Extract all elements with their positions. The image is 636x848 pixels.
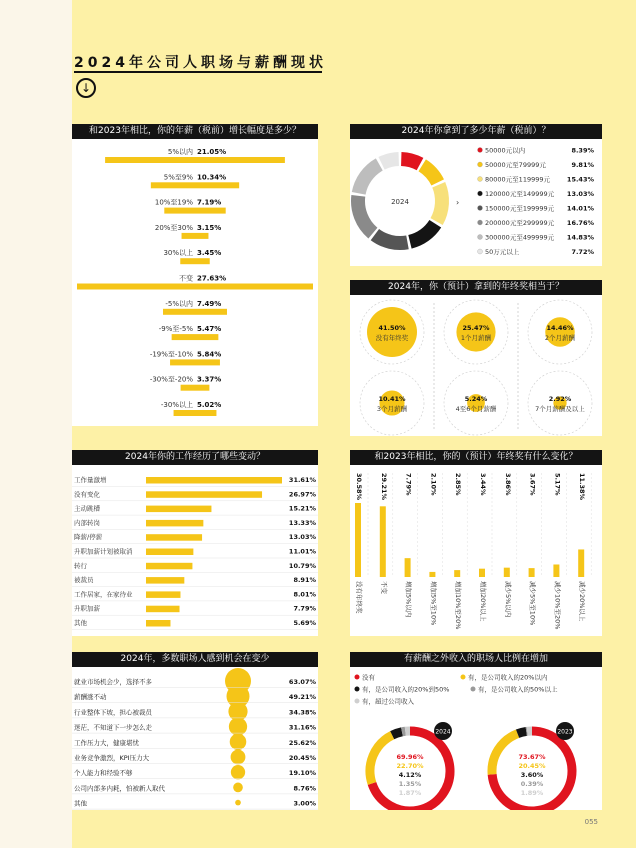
donut-slice	[402, 731, 405, 732]
category-label: 不变	[179, 274, 193, 283]
bar	[355, 503, 361, 577]
job-change-chart	[72, 465, 318, 636]
category-label: 不变	[379, 581, 388, 594]
legend-label: 300000元至499999元	[485, 233, 555, 242]
value-label: 5.17%	[553, 473, 562, 496]
donut-slice	[422, 165, 437, 182]
bar	[172, 334, 219, 340]
category-label: 减少5%至10%	[528, 581, 537, 626]
category-label: 就业市场机会少，选择不多	[74, 678, 152, 686]
bonus-months-chart	[350, 295, 602, 436]
value-label: 5.47%	[197, 325, 222, 334]
bar	[146, 491, 262, 498]
category-label: 减少5%以内	[503, 581, 512, 618]
category-label: 4至6个月薪酬	[455, 405, 497, 413]
category-label: 被裁员	[74, 576, 94, 585]
value-label: 7.79%	[293, 604, 316, 613]
bar	[553, 564, 559, 577]
value-label: 41.50%	[378, 324, 406, 332]
category-label: 工作居家，在家待业	[74, 590, 133, 599]
annual-salary-panel	[350, 124, 602, 266]
donut-slice	[370, 735, 392, 783]
category-label: 5%至9%	[163, 173, 193, 182]
bubble	[235, 800, 241, 806]
side-income-title: 有薪酬之外收入的职场人比例在增加	[350, 652, 602, 667]
legend-value: 13.03%	[566, 190, 594, 198]
category-label: 工作压力大，健康堪忧	[74, 738, 139, 747]
bubble	[456, 312, 495, 351]
value-label: 21.05%	[197, 148, 227, 156]
value-label: 10.34%	[197, 173, 227, 182]
legend-swatch	[478, 148, 483, 153]
annual-salary-title: 2024年你拿到了多少年薪（税前）？	[350, 124, 602, 139]
bonus-months-title: 2024年，你（预计）拿到的年终奖相当于？	[350, 280, 602, 295]
category-label: 个人能力和经验不够	[74, 769, 133, 778]
value-label: 2.85%	[454, 473, 463, 496]
value-label: 26.97%	[288, 490, 316, 499]
category-label: 30%以上	[163, 249, 193, 258]
donut-value-label: 1.35%	[398, 780, 422, 788]
bar	[182, 233, 209, 239]
legend-label: 没有	[362, 673, 375, 682]
value-label: 63.07%	[288, 678, 316, 686]
value-label: 3.44%	[479, 473, 487, 496]
annual-salary-chart	[350, 139, 602, 266]
donut-value-label: 4.12%	[398, 771, 422, 779]
bar	[180, 258, 209, 264]
value-label: 5.24%	[464, 395, 488, 403]
legend-swatch	[461, 675, 466, 680]
value-label: 30.58%	[355, 473, 363, 501]
bar	[405, 558, 411, 577]
category-label: 增加20%以上	[479, 581, 487, 622]
bar	[146, 563, 192, 570]
value-label: 19.10%	[288, 769, 316, 778]
donut-slice	[375, 235, 408, 243]
bubble	[231, 750, 246, 765]
legend-swatch	[478, 191, 483, 196]
donut-slice	[492, 734, 518, 775]
value-label: 10.79%	[288, 561, 316, 570]
category-label: 主动跳槽	[74, 504, 100, 513]
value-label: 13.03%	[288, 533, 316, 542]
arrow-down-icon[interactable]: ↓	[76, 78, 96, 98]
side-income-panel	[350, 652, 602, 810]
bar	[146, 549, 193, 556]
opportunity-title: 2024年，多数职场人感到机会在变少	[72, 652, 318, 667]
bubble	[230, 734, 247, 751]
category-label: 3个月薪酬	[376, 405, 408, 413]
value-label: 7.49%	[197, 299, 222, 308]
bar	[77, 284, 313, 290]
legend-swatch	[355, 675, 360, 680]
page-number: 055	[584, 818, 598, 826]
bar	[380, 506, 386, 577]
value-label: 5.02%	[197, 401, 222, 409]
donut-value-label: 73.67%	[518, 753, 546, 761]
salary-growth-title: 和2023年相比，你的年薪（税前）增长幅度是多少？	[72, 124, 318, 139]
category-label: 薪酬涨不动	[74, 693, 107, 702]
bubble	[545, 317, 575, 347]
value-label: 5.69%	[293, 619, 316, 627]
category-label: 升职加薪计划被取消	[74, 547, 133, 556]
salary-growth-panel	[72, 124, 318, 426]
job-change-panel	[72, 450, 318, 636]
legend-label: 50000元至79999元	[485, 161, 546, 169]
legend-swatch	[471, 687, 476, 692]
donut-slice	[359, 164, 380, 193]
legend-label: 50000元以内	[485, 146, 526, 155]
category-label: 10%至19%	[154, 198, 193, 207]
legend-value: 9.81%	[571, 161, 594, 169]
legend-label: 有，是公司收入的20%以内	[468, 673, 548, 682]
category-label: 降薪/停薪	[74, 533, 103, 542]
value-label: 31.16%	[288, 723, 316, 732]
legend-swatch	[478, 162, 483, 167]
title-underline	[74, 71, 322, 73]
value-label: 15.21%	[288, 504, 316, 513]
bar	[146, 591, 180, 598]
value-label: 3.37%	[197, 375, 222, 384]
bar	[146, 577, 184, 584]
value-label: 3.67%	[528, 473, 537, 496]
bar	[146, 620, 170, 627]
value-label: 3.15%	[197, 223, 222, 232]
donut-value-label: 0.39%	[520, 780, 544, 788]
side-income-chart	[350, 667, 602, 810]
donut-value-label: 69.96%	[396, 753, 424, 761]
legend-value: 14.01%	[566, 204, 594, 213]
legend-label: 50万元以上	[485, 248, 520, 256]
bar	[163, 309, 227, 315]
category-label: 增加5%以内	[404, 581, 413, 618]
category-label: 其他	[74, 799, 87, 808]
category-label: 减少10%至20%	[553, 581, 562, 630]
bar	[105, 157, 285, 163]
bubble	[231, 765, 245, 779]
donut-slice	[518, 731, 527, 733]
value-label: 8.76%	[293, 784, 316, 793]
category-label: -9%至-5%	[158, 325, 193, 334]
donut-slice	[392, 732, 402, 735]
legend-label: 有，超过公司收入	[362, 697, 414, 706]
category-label: 行业整体下坡，担心被裁员	[74, 708, 152, 717]
chevron-right-icon: ›	[456, 198, 460, 207]
legend-value: 7.72%	[571, 248, 594, 256]
value-label: 3.45%	[197, 249, 222, 258]
page-title: 2024年公司人职场与薪酬现状	[74, 55, 327, 71]
value-label: 7.19%	[197, 198, 222, 207]
legend-swatch	[355, 699, 360, 704]
legend-label: 150000元至199999元	[485, 204, 555, 213]
category-label: -19%至-10%	[149, 350, 193, 359]
bar	[146, 506, 211, 512]
bar	[146, 520, 203, 527]
opportunity-chart	[72, 667, 318, 810]
legend-value: 8.39%	[571, 146, 594, 155]
donut-slice	[358, 196, 373, 233]
value-label: 25.47%	[462, 324, 490, 332]
year-label: 2023	[557, 728, 573, 736]
category-label: 工作量激增	[74, 476, 107, 484]
bar	[529, 568, 535, 577]
legend-value: 15.43%	[566, 175, 594, 184]
category-label: 增加5%至10%	[429, 581, 438, 626]
value-label: 25.62%	[288, 738, 316, 747]
legend-label: 80000元至119999元	[485, 175, 550, 184]
bar	[578, 549, 584, 577]
left-margin	[0, 0, 72, 848]
value-label: 11.38%	[578, 473, 587, 501]
value-label: 7.79%	[404, 473, 413, 496]
bar	[164, 208, 225, 214]
value-label: 2.92%	[548, 395, 572, 403]
donut-slice	[382, 159, 399, 163]
category-label: 转行	[74, 561, 87, 570]
bonus-months-panel	[350, 280, 602, 436]
bar	[170, 359, 220, 365]
donut-center-label: 2024	[391, 198, 409, 206]
job-change-title: 2024年你的工作经历了哪些变动？	[72, 450, 318, 465]
legend-value: 14.83%	[566, 233, 594, 242]
category-label: 升职加薪	[74, 604, 100, 613]
category-label: 增加10%至20%	[454, 581, 463, 630]
bubble	[367, 307, 417, 357]
value-label: 20.45%	[288, 754, 316, 762]
bonus-change-panel	[350, 450, 602, 636]
donut-value-label: 22.70%	[396, 762, 424, 770]
legend-swatch	[478, 249, 483, 254]
category-label: -30%以上	[160, 401, 193, 409]
value-label: 3.00%	[293, 799, 316, 808]
bar	[146, 606, 180, 613]
legend-swatch	[478, 235, 483, 240]
bar	[181, 385, 210, 391]
legend-label: 有，是公司收入的50%以上	[478, 685, 558, 694]
bar	[146, 477, 282, 484]
donut-value-label: 20.45%	[518, 762, 546, 770]
bonus-change-title: 和2023年相比，你的（预计）年终奖有什么变化？	[350, 450, 602, 465]
value-label: 3.86%	[503, 473, 512, 496]
value-label: 34.38%	[288, 708, 316, 717]
salary-growth-chart	[72, 139, 318, 426]
donut-slice	[401, 159, 420, 164]
bar	[174, 410, 217, 416]
value-label: 8.91%	[293, 576, 316, 585]
category-label: -5%以内	[165, 299, 193, 308]
value-label: 10.41%	[378, 395, 406, 403]
value-label: 5.84%	[197, 350, 222, 359]
bonus-change-chart	[350, 465, 602, 636]
category-label: 2个月薪酬	[544, 334, 576, 342]
bar	[454, 570, 460, 577]
bubble	[233, 783, 243, 793]
category-label: 没有年终奖	[355, 581, 363, 614]
donut-value-label: 1.89%	[520, 789, 544, 797]
donut-value-label: 1.87%	[398, 789, 422, 797]
legend-swatch	[478, 220, 483, 225]
donut-slice	[437, 185, 442, 222]
legend-swatch	[478, 177, 483, 182]
legend-swatch	[478, 206, 483, 211]
legend-value: 16.76%	[566, 219, 594, 227]
donut-value-label: 3.60%	[520, 771, 544, 779]
bar	[479, 569, 485, 577]
year-label: 2024	[435, 728, 451, 736]
value-label: 31.61%	[288, 476, 316, 484]
value-label: 14.46%	[546, 324, 574, 332]
opportunity-panel	[72, 652, 318, 810]
category-label: 1个月薪酬	[460, 334, 492, 342]
legend-label: 200000元至299999元	[485, 219, 555, 227]
legend-label: 120000元至149999元	[485, 190, 555, 198]
value-label: 11.01%	[288, 547, 316, 556]
value-label: 29.21%	[379, 473, 388, 501]
category-label: 迷茫，不知道下一步怎么走	[74, 723, 152, 732]
bar	[151, 182, 239, 188]
value-label: 49.21%	[288, 693, 316, 702]
category-label: 其他	[74, 619, 87, 627]
value-label: 2.10%	[429, 473, 438, 496]
bar	[429, 572, 435, 577]
category-label: 业务竞争激烈，KPI压力大	[74, 754, 150, 762]
category-label: -30%至-20%	[149, 375, 193, 384]
category-label: 5%以内	[167, 148, 193, 156]
bar	[504, 568, 510, 577]
value-label: 13.33%	[288, 518, 316, 527]
category-label: 7个月薪酬及以上	[535, 405, 585, 413]
category-label: 内部转岗	[74, 518, 100, 527]
donut-slice	[410, 224, 435, 242]
category-label: 没有变化	[74, 490, 100, 499]
category-label: 减少20%以上	[578, 581, 587, 622]
bar	[146, 534, 202, 541]
category-label: 公司内部多内耗，怕被新人取代	[74, 784, 165, 793]
category-label: 没有年终奖	[375, 334, 409, 342]
value-label: 27.63%	[197, 274, 227, 283]
value-label: 8.01%	[293, 590, 316, 599]
legend-label: 有，是公司收入的20%到50%	[362, 685, 450, 694]
category-label: 20%至30%	[154, 223, 193, 232]
legend-swatch	[355, 687, 360, 692]
